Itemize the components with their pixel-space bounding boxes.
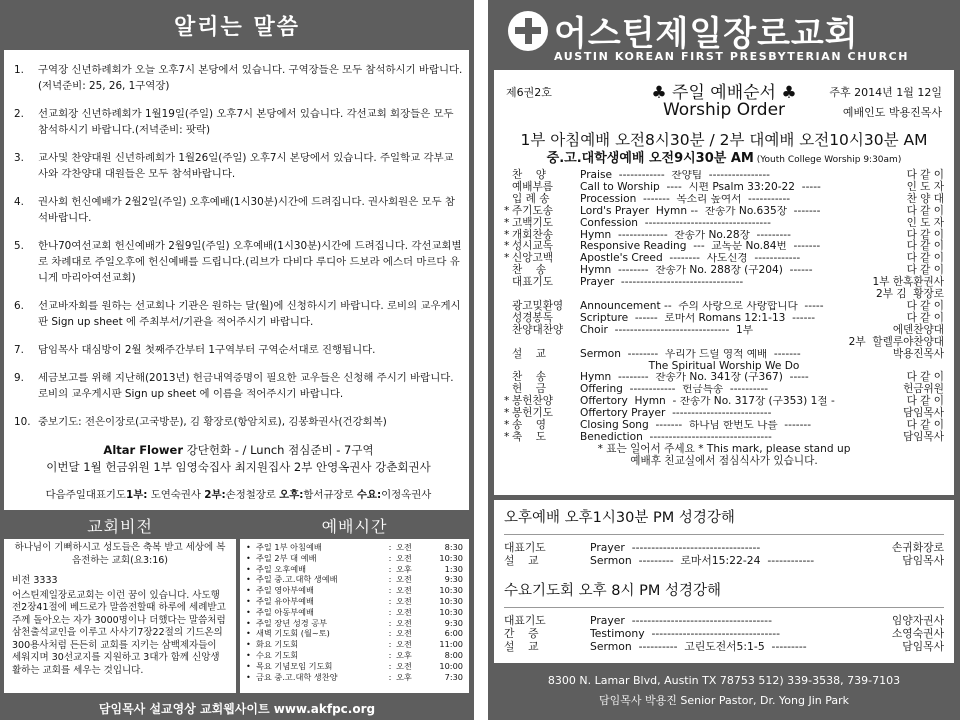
order-row <box>504 241 944 253</box>
next-week-part: 이정옥권사 <box>381 489 432 501</box>
bullet-icon: • <box>246 628 251 639</box>
announcement-item <box>14 106 463 138</box>
order-leader: 담임목사 <box>903 407 944 420</box>
order-item: 대표기도 <box>504 541 546 554</box>
order-item: 찬 양 <box>512 169 546 181</box>
worship-time-hour: 7:30 <box>444 671 463 682</box>
order-description: Confession --------------------------------- <box>580 217 771 229</box>
worship-time-row <box>246 542 463 553</box>
order-list <box>504 170 944 444</box>
wednesday-service-title: 수요기도회 오후 8시 PM 성경강해 <box>504 583 721 599</box>
stand-mark: * <box>504 430 510 443</box>
announcement-text: 교사및 찬양대원 신년하례회가 1월26일(주일) 오후7시 본당에서 있습니다. 주일학교 각부교사와 각찬양대 대원들은 모두 참석바랍니다. <box>38 152 454 180</box>
colon-separator: : <box>388 552 392 563</box>
stand-mark: * <box>504 419 510 432</box>
worship-times-box <box>240 539 469 693</box>
order-description: Closing Song ------- 하나님 한번도 나를 ------- <box>580 420 812 432</box>
bullet-icon: • <box>246 639 251 650</box>
worship-order-page <box>488 0 960 720</box>
colon-separator: : <box>388 671 392 682</box>
announcement-item <box>14 62 463 94</box>
worship-time-hour: 10:00 <box>439 660 463 671</box>
order-row <box>504 301 944 313</box>
order-row <box>504 627 944 640</box>
worship-time-row <box>246 574 463 585</box>
church-address: 8300 N. Lamar Blvd, Austin TX 78753 512) 339-3538, 739-7103 <box>547 674 901 687</box>
worship-time-hour: 8:30 <box>444 542 463 552</box>
order-item: 설 교 <box>504 554 539 567</box>
stand-mark <box>504 289 512 301</box>
worship-time-ampm: 오전 <box>395 639 412 650</box>
stand-mark <box>504 170 512 182</box>
order-row <box>504 640 944 653</box>
worship-time-row <box>246 618 463 629</box>
order-description: Call to Worship ---- 시편 Psalm 33:20-22 ----- <box>580 181 821 193</box>
order-leader: 소영숙권사 <box>891 627 944 640</box>
worship-times-table <box>246 542 463 682</box>
worship-leader: 예배인도 박용진목사 <box>842 106 942 119</box>
church-name-english: AUSTIN KOREAN FIRST PRESBYTERIAN CHURCH <box>554 50 910 63</box>
order-description: Responsive Reading --- 교독문 No.84번 ------- <box>580 241 821 253</box>
order-row <box>504 408 944 420</box>
bulletin-date: 주후 2014년 1월 12일 <box>829 86 942 99</box>
order-leader: 담임목사 <box>902 640 944 653</box>
worship-order-box <box>494 70 954 495</box>
volume-number: 제6권2호 <box>506 86 552 99</box>
order-row <box>504 230 944 242</box>
stand-mark <box>504 182 512 194</box>
announcement-item <box>14 150 463 182</box>
announcement-number: 4. <box>14 196 24 208</box>
announcements-box <box>4 50 469 510</box>
order-leader: 에덴찬양대 <box>892 323 944 336</box>
order-leader: 다 같 이 <box>906 169 944 181</box>
announcements-title: 알리는 말씀 <box>174 14 300 40</box>
sermon-english-title: The Spiritual Worship We Do <box>648 359 800 372</box>
order-item: 헌 금 <box>512 383 546 396</box>
order-description: Prayer --------------------------------- <box>590 541 761 554</box>
order-row <box>504 253 944 265</box>
bullet-icon: • <box>246 649 251 660</box>
announcement-number: 9. <box>14 372 24 384</box>
order-description <box>580 337 849 349</box>
bullet-icon: • <box>246 574 251 585</box>
worship-time-row <box>246 607 463 618</box>
church-footer <box>488 666 960 720</box>
stand-mark <box>504 194 512 206</box>
stand-mark <box>504 301 512 313</box>
order-row <box>504 313 944 325</box>
order-description: Offering ------------ 헌금특송 ---------- <box>580 384 769 396</box>
order-item: 찬 송 <box>512 371 546 384</box>
order-description <box>580 289 876 301</box>
next-week-part: 오후: <box>279 489 304 501</box>
order-row <box>504 349 944 361</box>
worship-time-row <box>246 661 463 672</box>
website-footer[interactable]: 담임목사 설교영상 교회웹사이트 www.akfpc.org <box>98 701 376 716</box>
order-description: Offertory Prayer -------------------------- <box>580 408 772 420</box>
worship-time-row <box>246 672 463 683</box>
worship-time-row <box>246 639 463 650</box>
next-week-part: 1부: <box>125 489 148 501</box>
order-leader: 다 같 이 <box>906 228 944 241</box>
next-week-part: 수요: <box>356 489 382 501</box>
worship-time-row <box>246 628 463 639</box>
worship-time-ampm: 오전 <box>395 660 412 671</box>
altar-flower-label: Altar Flower <box>103 443 183 457</box>
stand-mark: * <box>504 407 510 420</box>
order-description: Announcement -- 주의 사랑으로 사랑합니다 ----- <box>580 300 824 312</box>
stand-note: * 표는 일어서 주세요 * This mark, please stand up <box>597 442 851 455</box>
announcement-number: 6. <box>14 300 24 312</box>
stand-mark: * <box>504 252 510 265</box>
divider <box>504 534 944 535</box>
order-row <box>504 372 944 384</box>
colon-separator: : <box>388 563 392 574</box>
youth-service-time <box>504 150 944 169</box>
worship-time-ampm: 오후 <box>395 649 412 660</box>
senior-pastor: 담임목사 박용진 Senior Pastor, Dr. Yong Jin Park <box>598 694 850 707</box>
stand-mark <box>504 372 512 384</box>
worship-time-hour: 9:30 <box>444 617 463 628</box>
bullet-icon: • <box>246 606 251 617</box>
order-leader: 다 같 이 <box>906 252 944 265</box>
next-week-part: 2부: <box>204 489 226 501</box>
wednesday-order <box>504 614 944 653</box>
order-item: 찬양대찬양 <box>512 323 564 336</box>
afternoon-box <box>494 500 954 663</box>
order-item: 입 례 송 <box>512 192 550 205</box>
bullet-icon: • <box>246 585 251 596</box>
vision-box <box>4 539 236 693</box>
church-banner <box>488 0 960 68</box>
worship-time-hour: 8:00 <box>444 649 463 660</box>
bullet-icon: • <box>246 595 251 606</box>
worship-time-ampm: 오전 <box>395 595 412 606</box>
order-row <box>504 420 944 432</box>
worship-time-ampm: 오전 <box>395 585 412 596</box>
worship-time-row <box>246 596 463 607</box>
announcement-item <box>14 194 463 226</box>
worship-time-name: 주일 아동부예배 <box>256 606 314 617</box>
order-leader: 다 같 이 <box>906 264 944 277</box>
order-row <box>504 396 944 408</box>
colon-separator: : <box>388 628 392 639</box>
order-item: 대표기도 <box>512 276 553 289</box>
worship-time-hour: 10:30 <box>439 552 463 563</box>
order-row <box>504 614 944 627</box>
order-description: Sermon ---------- 고린도전서5:1-5 --------- <box>590 640 807 653</box>
order-description: Procession ------- 목소리 높여서 ----------- <box>580 193 791 205</box>
colon-separator: : <box>388 617 392 628</box>
worship-time-name: 새벽 기도회 (월~토) <box>256 628 330 639</box>
order-leader: 다 같 이 <box>906 371 944 384</box>
order-leader: 1부 한혹환권사 <box>872 276 944 289</box>
worship-time-name: 주일 장년 성경 공부 <box>256 617 328 628</box>
order-leader: 손귀화장로 <box>891 541 944 554</box>
order-leader: 박용진목사 <box>892 347 944 360</box>
worship-time-ampm: 오후 <box>395 671 412 682</box>
order-item: 봉헌기도 <box>512 407 553 420</box>
worship-time-name: 주일 영아부예배 <box>256 585 314 596</box>
order-description: Benediction -------------------------------- <box>580 431 772 443</box>
cross-logo-icon <box>508 11 548 51</box>
order-title-english: Worship Order <box>662 100 786 120</box>
youth-service-english: (Youth College Worship 9:30am) <box>753 155 902 165</box>
announcement-text: 세금보고를 위해 지난해(2013년) 헌금내역증명이 필요한 교우들은 신청해 주시기 바랍니다. 로비의 교우게시판 Sign up sheet 에 이름을 적어주시기 바랍니다. <box>38 372 454 400</box>
next-week-part: 도연숙권사 <box>147 489 205 501</box>
worship-time-ampm: 오후 <box>395 563 412 574</box>
announcements-header <box>0 0 474 50</box>
worship-time-name: 주일 오후예배 <box>256 563 307 574</box>
bullet-icon: • <box>246 563 251 574</box>
bullet-icon: • <box>246 671 251 682</box>
stand-mark: * <box>504 216 510 229</box>
worship-time-ampm: 오전 <box>395 628 412 639</box>
next-week-part: 다음주일대표기도 <box>45 489 126 501</box>
order-description: Scripture ------ 로마서 Romans 12:1-13 ------ <box>580 312 816 324</box>
worship-time-name: 수요 기도회 <box>256 649 299 660</box>
offering-committee: 이번달 1월 헌금위원 1부 임영숙집사 최지원집사 2부 안영옥권사 강춘회권사 <box>46 460 431 474</box>
order-description: Sermon --------- 로마서15:22-24 ------------ <box>590 554 815 567</box>
order-description: Apostle's Creed -------- 사도신경 ------------ <box>580 253 801 265</box>
vision-statement: 하나님이 기뻐하시고 성도들은 축복 받고 세상에 복음전하는 교회(요3:16) <box>14 542 226 566</box>
order-item: 고백기도 <box>512 216 553 229</box>
order-row <box>504 384 944 396</box>
order-item: 성경봉독 <box>512 311 553 324</box>
stand-mark: * <box>504 395 510 408</box>
worship-time-hour: 10:30 <box>439 595 463 606</box>
worship-time-ampm: 오전 <box>395 617 412 628</box>
announcement-text: 중보기도: 전은이장로(고국방문), 김 황장로(항암치료), 김봉화권사(건강회복) <box>38 416 387 428</box>
order-item: 개회찬송 <box>512 228 553 241</box>
order-item <box>512 337 580 349</box>
announcement-item <box>14 414 463 430</box>
lunch-note: 예배후 친교실에서 점심식사가 있습니다. <box>630 454 818 467</box>
order-title-korean: ♣ 주일 예배순서 ♣ <box>651 83 797 103</box>
next-week-part: 손정철장로 <box>225 489 280 501</box>
worship-time-name: 주일 중.고.대학 생예배 <box>256 574 338 585</box>
order-row <box>504 541 944 554</box>
colon-separator: : <box>388 639 392 650</box>
order-row <box>504 554 944 567</box>
worship-time-row <box>246 553 463 564</box>
order-item: 설 교 <box>512 347 546 360</box>
order-description: Prayer -------------------------------- <box>580 277 744 289</box>
order-description: Testimony --------------------------------- <box>590 627 781 640</box>
announcement-number: 7. <box>14 344 24 356</box>
order-item: 간 증 <box>504 627 539 640</box>
order-row <box>504 289 944 301</box>
announcement-text: 한나70여선교회 헌신예배가 2월9일(주일) 오후예배(1시30분)시간에 드려집니다. 각선교회별로 차례대로 주일오후에 헌신예배를 드립니다.(리브가 다비다 루디아 드보라 에스더 마르다 유니게 마리아여선교회) <box>38 240 462 284</box>
announcement-text: 선교회장 신년하례회가 1월19일(주일) 오후7시 본당에서 있습니다. 각선교회 회장들은 모두 참석하시기 바랍니다.(저녁준비: 팟락) <box>38 108 454 136</box>
order-description: Sermon -------- 우리가 드릴 영적 예배 ------- <box>580 348 801 360</box>
worship-time-ampm: 오전 <box>395 574 412 585</box>
colon-separator: : <box>388 606 392 617</box>
colon-separator: : <box>388 542 392 552</box>
bullet-icon: • <box>246 617 251 628</box>
order-description: Offertory Hymn - 찬송가 No. 317장 (구353) 1절 - <box>580 396 835 408</box>
colon-separator: : <box>388 660 392 671</box>
announcement-number: 1. <box>14 64 24 76</box>
worship-time-row <box>246 564 463 575</box>
worship-time-name: 주일 1부 아침예배 <box>256 542 322 552</box>
order-leader: 인 도 자 <box>906 180 944 193</box>
worship-time-name: 주일 유아부예배 <box>256 595 314 606</box>
worship-time-ampm: 오전 <box>395 552 412 563</box>
divider <box>504 607 944 608</box>
order-item: 설 교 <box>504 640 539 653</box>
worship-time-name: 주일 2부 대 예배 <box>256 552 317 563</box>
order-row <box>504 182 944 194</box>
vision-body: 어스틴제일장로교회는 이런 꿈이 있습니다. 사도행전2장41절에 베드로가 말씀전할때 하루에 세례받고 주께 돌아오는 자가 3000명이나 더했다는 말씀처럼 삼천출석교인을 이루고 사사기7장22절의 기드온의 300용사처럼 든든히 교회를 지키는 삼백제자들이 세워지며 30선교지를 지원하고 3대가 함께 신앙생활하는 교회를 세우는 것입니다. <box>12 589 226 676</box>
announcement-text: 구역장 신년하례회가 오늘 오후7시 본당에서 있습니다. 구역장들은 모두 참석하시기 바랍니다. (저녁준비: 25, 26, 1구역장) <box>38 64 463 92</box>
order-item: 주기도송 <box>512 204 553 217</box>
worship-time-name: 금요 중.고.대학 생찬양 <box>256 671 338 682</box>
worship-times-title: 예배시간 <box>321 516 388 536</box>
worship-time-name: 화요 기도회 <box>256 639 299 650</box>
order-header <box>504 76 944 128</box>
stand-mark <box>504 337 512 349</box>
altar-flower-text: 강단헌화 - / Lunch 점심준비 - 7구역 <box>183 443 374 457</box>
order-description: Lord's Prayer Hymn -- 찬송가 No.635장 ------- <box>580 205 821 217</box>
colon-separator: : <box>388 585 392 596</box>
worship-time-name: 목요 기념모임 기도회 <box>256 660 333 671</box>
order-description: Prayer ------------------------------------ <box>590 614 772 627</box>
announcement-text: 선교바자회를 원하는 선교회나 기관은 원하는 달(월)에 신청하시기 바랍니다. 로비의 교우게시판 Sign up sheet 에 주최부서/기관을 적어주시기 바랍니다. <box>38 300 461 328</box>
order-row <box>504 170 944 182</box>
stand-mark <box>504 277 512 289</box>
order-item: 봉헌찬양 <box>512 395 553 408</box>
bullet-icon: • <box>246 542 251 552</box>
order-row <box>504 325 944 337</box>
announcement-item <box>14 238 463 286</box>
stand-mark <box>504 265 512 277</box>
order-item: 대표기도 <box>504 614 546 627</box>
order-leader: 2부 김 황장로 <box>875 288 944 301</box>
worship-time-hour: 11:00 <box>439 639 463 650</box>
order-description: Choir ------------------------------ 1부 <box>580 324 754 336</box>
vision-title: 교회비전 <box>87 516 153 536</box>
order-leader: 다 같 이 <box>906 204 944 217</box>
order-row <box>504 206 944 218</box>
order-row <box>504 218 944 230</box>
order-item: 신앙고백 <box>512 252 553 265</box>
order-leader: 담임목사 <box>902 554 944 567</box>
order-item: 성시교독 <box>512 240 553 253</box>
worship-time-hour: 1:30 <box>444 563 463 574</box>
announcement-item <box>14 298 463 330</box>
announcement-number: 3. <box>14 152 24 164</box>
order-item: 광고및환영 <box>512 299 564 312</box>
order-row <box>504 194 944 206</box>
colon-separator: : <box>388 649 392 660</box>
announcement-number: 10. <box>14 416 31 428</box>
order-leader: 인 도 자 <box>906 216 944 229</box>
bullet-icon: • <box>246 660 251 671</box>
order-leader: 다 같 이 <box>906 311 944 324</box>
announcement-list <box>14 62 463 430</box>
stand-mark: * <box>504 228 510 241</box>
order-leader: 헌금위원 <box>903 383 944 396</box>
worship-time-hour: 10:30 <box>439 606 463 617</box>
announcement-text: 담임목사 대심방이 2월 첫째주간부터 1구역부터 구역순서대로 진행됩니다. <box>38 344 376 356</box>
afternoon-service-title: 오후예배 오후1시30분 PM 성경강해 <box>504 510 735 526</box>
order-row <box>504 337 944 349</box>
altar-flower-notice <box>14 442 463 476</box>
announcement-number: 2. <box>14 108 24 120</box>
announcement-item <box>14 342 463 358</box>
next-week-part: 함서규장로 <box>303 489 357 501</box>
worship-time-hour: 9:30 <box>444 574 463 585</box>
order-item: 송 영 <box>512 419 546 432</box>
order-item: 축 도 <box>512 430 546 443</box>
order-leader: 다 같 이 <box>906 299 944 312</box>
colon-separator: : <box>388 574 392 585</box>
worship-time-row <box>246 650 463 661</box>
order-description: Praise ------------ 찬양팀 ---------------- <box>580 170 770 181</box>
order-leader: 담임목사 <box>903 430 944 443</box>
vision-heading: 비전 3333 <box>12 575 58 586</box>
stand-mark: * <box>504 240 510 253</box>
order-leader: 다 같 이 <box>906 419 944 432</box>
next-week-prayer <box>14 487 463 503</box>
announcement-text: 권사회 헌신예배가 2월2일(주일) 오후예배(1시30분)시간에 드려집니다. 권사회원은 모두 참석바랍니다. <box>38 196 455 224</box>
worship-time-hour: 10:30 <box>439 585 463 596</box>
announcements-page <box>0 0 474 720</box>
order-description: Hymn -------- 찬송가 No. 341장 (구367) ----- <box>580 372 809 384</box>
stand-mark <box>504 325 512 337</box>
order-leader: 찬 양 대 <box>906 192 944 205</box>
bullet-icon: • <box>246 552 251 563</box>
worship-time-ampm: 오전 <box>395 542 412 552</box>
colon-separator: : <box>388 595 392 606</box>
youth-service-label: 중.고.대학생예배 오전9시30분 AM <box>546 151 754 166</box>
order-leader: 임양자권사 <box>891 614 944 627</box>
worship-time-ampm: 오전 <box>395 606 412 617</box>
order-leader: 2부 할렐루야찬양대 <box>848 335 944 348</box>
stand-mark <box>504 349 512 361</box>
order-description: Hymn ------------- 찬송가 No.28장 --------- <box>580 229 791 241</box>
worship-time-row <box>246 585 463 596</box>
order-description: Hymn -------- 찬송가 No. 288장 (구204) ------ <box>580 265 813 277</box>
order-item: 찬 송 <box>512 264 546 277</box>
afternoon-order <box>504 541 944 567</box>
church-name-korean: 어스틴제일장로교회 <box>554 14 859 54</box>
stand-mark: * <box>504 204 510 217</box>
worship-time-hour: 6:00 <box>444 628 463 639</box>
announcement-item <box>14 370 463 402</box>
order-item: 예배부름 <box>512 180 553 193</box>
order-leader: 다 같 이 <box>906 395 944 408</box>
announcement-number: 5. <box>14 240 24 252</box>
stand-mark <box>504 313 512 325</box>
main-service-times: 1부 아침예배 오전8시30분 / 2부 대예배 오전10시30분 AM <box>520 131 928 149</box>
order-leader: 다 같 이 <box>906 240 944 253</box>
